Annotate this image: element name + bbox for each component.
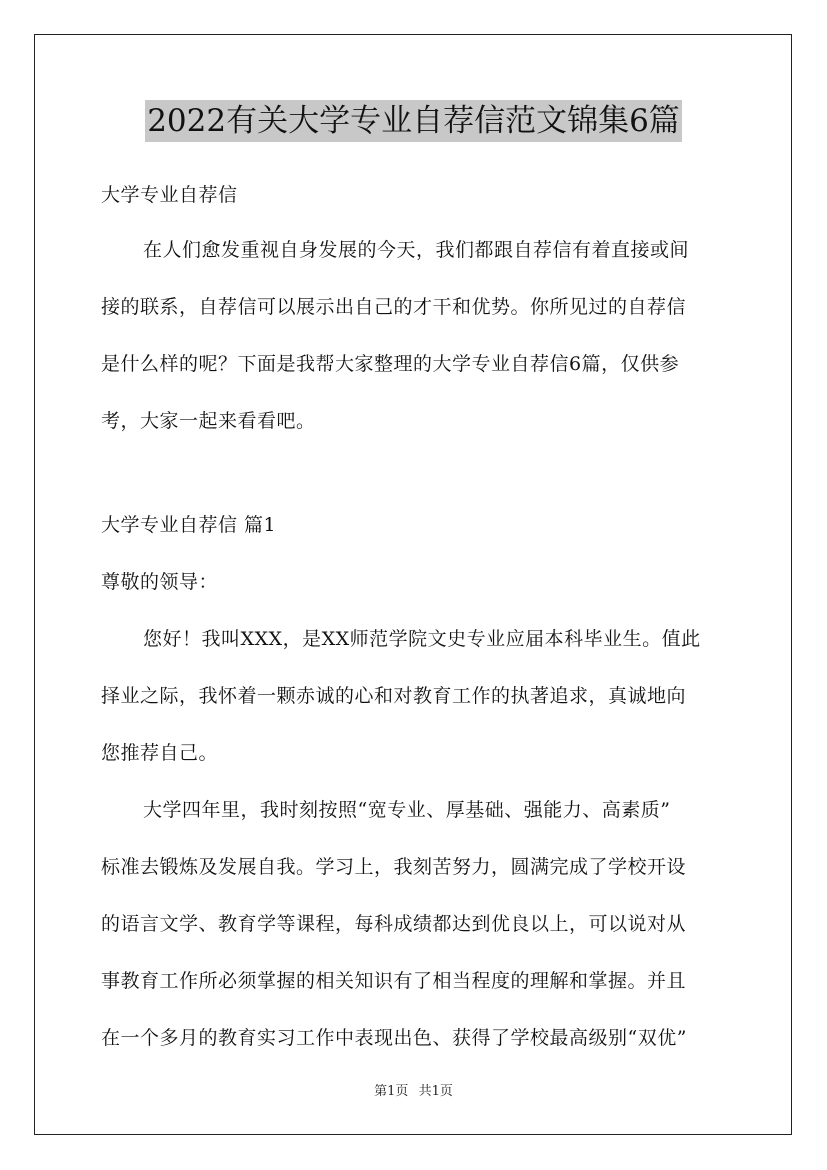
- page-number: 第1页: [374, 1084, 409, 1099]
- section-heading: 大学专业自荐信: [101, 184, 238, 206]
- spacer: [101, 269, 731, 288]
- spacer: [101, 772, 731, 791]
- intro-line-3: 是什么样的呢？下面是我帮大家整理的大学专业自荐信6篇，仅供参: [101, 353, 680, 375]
- document-body: [101, 176, 731, 1057]
- document-title: 2022有关大学专业自荐信范文锦集6篇: [145, 100, 682, 142]
- title-wrap: [0, 100, 827, 142]
- spacer: [101, 886, 731, 905]
- spacer: [101, 1000, 731, 1019]
- para2-line-1: 大学四年里，我时刻按照“宽专业、厚基础、强能力、高素质”: [143, 799, 671, 821]
- page-total: 共1页: [418, 1084, 453, 1099]
- spacer: [101, 829, 731, 848]
- spacer: [101, 440, 731, 506]
- letter1-heading: 大学专业自荐信 篇1: [101, 514, 277, 536]
- para2-line-4: 事教育工作所必须掌握的相关知识有了相当程度的理解和掌握。并且: [101, 970, 687, 992]
- para1-line-2: 择业之际，我怀着一颗赤诚的心和对教育工作的执著追求，真诚地向: [101, 685, 687, 707]
- spacer: [101, 544, 731, 563]
- intro-line-1: 在人们愈发重视自身发展的今天，我们都跟自荐信有着直接或间: [143, 239, 690, 261]
- spacer: [101, 214, 731, 231]
- para2-line-2: 标准去锻炼及发展自我。学习上，我刻苦努力，圆满完成了学校开设: [101, 856, 687, 878]
- spacer: [101, 658, 731, 677]
- page-footer: [0, 1083, 827, 1101]
- para2-line-5: 在一个多月的教育实习工作中表现出色、获得了学校最高级别“双优”: [101, 1027, 687, 1049]
- para2-line-3: 的语言文学、教育学等课程，每科成绩都达到优良以上，可以说对从: [101, 913, 687, 935]
- salutation: 尊敬的领导：: [101, 571, 219, 593]
- spacer: [101, 715, 731, 734]
- intro-line-4: 考，大家一起来看看吧。: [101, 410, 316, 432]
- spacer: [101, 943, 731, 962]
- spacer: [101, 601, 731, 620]
- spacer: [101, 326, 731, 345]
- intro-line-2: 接的联系，自荐信可以展示出自己的才干和优势。你所见过的自荐信: [101, 296, 687, 318]
- para1-line-3: 您推荐自己。: [101, 742, 219, 764]
- spacer: [101, 383, 731, 402]
- para1-line-1: 您好！我叫XXX，是XX师范学院文史专业应届本科毕业生。值此: [143, 628, 701, 650]
